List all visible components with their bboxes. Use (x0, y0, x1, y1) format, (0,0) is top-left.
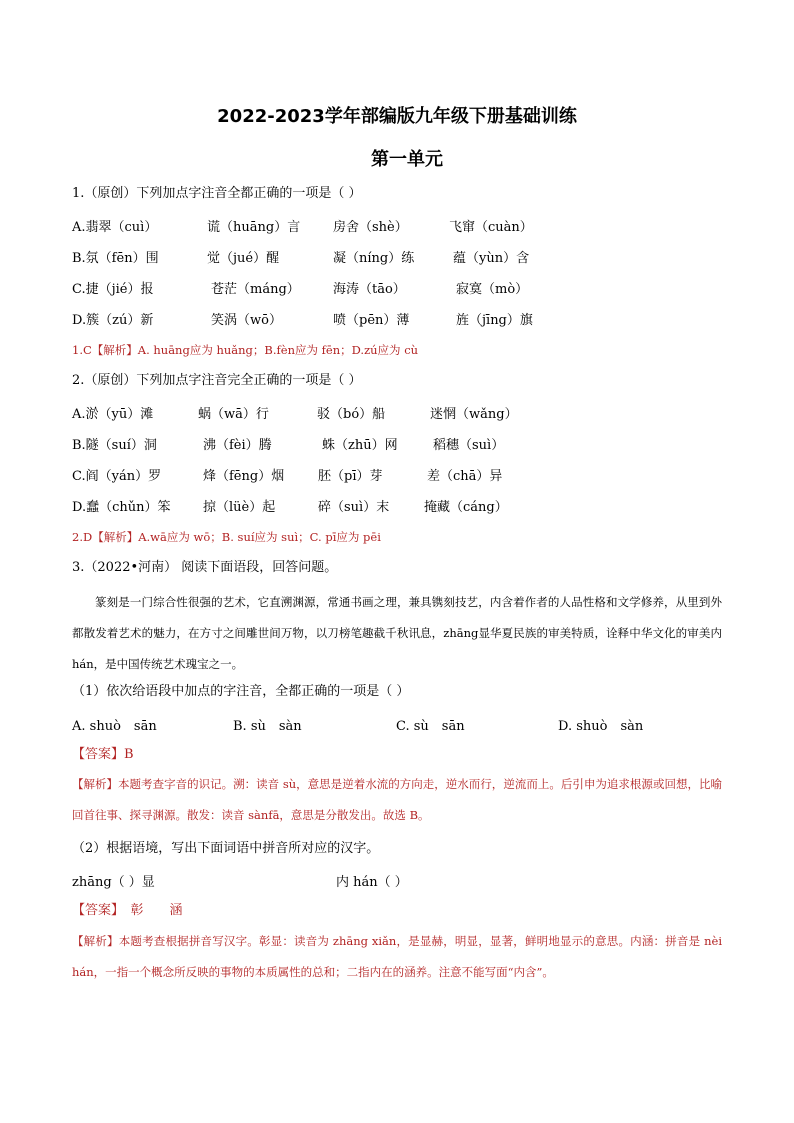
q2-option-row (72, 434, 732, 454)
q2-a3: 驳（bó）船 (317, 407, 386, 422)
q3-stem: 3.（2022•河南） 阅读下面语段，回答问题。 (72, 560, 338, 575)
q2-c2: 烽（fēng）烟 (203, 469, 285, 484)
q2-c4: 差（chā）异 (427, 469, 503, 484)
q1-d3: 喷（pēn）薄 (333, 313, 410, 328)
q3-sub2-stem: （2）根据语境，写出下面词语中拼音所对应的汉字。 (72, 841, 380, 856)
q1-option-row (72, 247, 732, 267)
q3-sub2-answer: 【答案】 彰 涵 (72, 903, 183, 918)
q3-sub1-option-a: A. shuò sān (72, 719, 157, 734)
q1-b2: 觉（jué）醒 (207, 251, 280, 266)
q1-option-row (72, 278, 732, 298)
q3-sub1-stem: （1）依次给语段中加点的字注音，全都正确的一项是（ ） (72, 684, 410, 699)
q3-passage: 篆刻是一门综合性很强的艺术，它直溯渊源，常通书画之理，兼具镌刻技艺，内含着作者的人品性格和文学修养，从里到外都散发着艺术的魅力，在方寸之间雕世间万物，以刀榜笔趣截千秋讯息，zhāng显华夏民族的审美特质，诠释中华文化的审美内 hán，是中国传统艺术瑰宝之一。 (72, 595, 722, 671)
q2-b4: 稻穗（suì） (433, 438, 505, 453)
q3-sub1-option-d: D. shuò sàn (558, 719, 644, 734)
q1-a3: 房舍（shè） (333, 220, 408, 235)
q1-c1: C.捷（jié）报 (72, 282, 154, 297)
q1-c4: 寂寞（mò） (456, 282, 529, 297)
document-title: 2022-2023学年部编版九年级下册基础训练 (217, 106, 577, 127)
q1-option-row (72, 309, 732, 329)
q1-b1: B.氛（fēn）围 (72, 251, 159, 266)
q3-sub1-option-c: C. sù sān (396, 719, 465, 734)
q3-sub1-analysis: 【解析】本题考查字音的识记。溯：读音 sù，意思是逆着水流的方向走，逆水而行，逆流而上。后引申为追求根源或回想，比喻回首往事、探寻渊源。散发：读音 sànfā，意思是分散发出。故选 B。 (72, 777, 722, 822)
q1-c3: 海涛（tāo） (333, 282, 406, 297)
q2-d2: 掠（lüè）起 (203, 500, 276, 515)
q1-d4: 旌（jīng）旗 (456, 313, 533, 328)
q3-blank-zhang: zhāng（ ）显 (72, 875, 155, 890)
q1-answer: 1.C【解析】A. huāng应为 huǎng；B.fèn应为 fēn；D.zú应为 cù (72, 343, 419, 357)
q1-option-row (72, 216, 732, 236)
q3-sub1-options (72, 715, 732, 735)
q1-c2: 苍茫（máng） (211, 282, 300, 297)
q2-stem: 2.（原创）下列加点字注音完全正确的一项是（ ） (72, 373, 362, 388)
q1-b4: 蕴（yùn）含 (453, 251, 530, 266)
q2-c1: C.阎（yán）罗 (72, 469, 162, 484)
q2-b2: 沸（fèi）腾 (203, 438, 272, 453)
q3-sub1-option-b: B. sù sàn (233, 719, 302, 734)
q2-d4: 掩藏（cáng） (424, 500, 508, 515)
q2-a4: 迷惘（wǎng） (430, 407, 518, 422)
q1-d1: D.簇（zú）新 (72, 313, 154, 328)
q1-d2: 笑涡（wō） (211, 313, 282, 328)
q2-option-row (72, 403, 732, 423)
q1-a4: 飞窜（cuàn） (449, 220, 533, 235)
q3-blank-han: 内 hán（ ） (336, 875, 408, 890)
q2-c3: 胚（pī）芽 (318, 469, 383, 484)
q1-stem: 1.（原创）下列加点字注音全都正确的一项是（ ） (72, 186, 362, 201)
q1-a1: A.翡翠（cuì） (72, 220, 158, 235)
q2-a1: A.淤（yū）滩 (72, 407, 154, 422)
q2-option-row (72, 465, 732, 485)
q2-d1: D.蠢（chǔn）笨 (72, 500, 171, 515)
unit-title: 第一单元 (371, 149, 443, 170)
q2-answer: 2.D【解析】A.wā应为 wō；B. suí应为 suì；C. pī应为 pēi (72, 530, 381, 544)
q2-b3: 蛛（zhū）网 (322, 438, 398, 453)
q3-sub1-answer: 【答案】B (72, 747, 134, 762)
q2-b1: B.隧（suí）洞 (72, 438, 157, 453)
q1-a2: 谎（huāng）言 (207, 220, 301, 235)
q1-b3: 凝（níng）练 (333, 251, 415, 266)
q2-a2: 蜗（wā）行 (198, 407, 269, 422)
q3-sub2-analysis: 【解析】本题考查根据拼音写汉字。彰显：读音为 zhāng xiǎn，是显赫，明显，显著，鲜明地显示的意思。内涵：拼音是 nèi hán，一指一个概念所反映的事物的本质属性的总和；二指内在的涵养。注意不能写面“内含”。 (72, 934, 722, 979)
q2-d3: 碎（suì）末 (318, 500, 390, 515)
q2-option-row (72, 496, 732, 516)
